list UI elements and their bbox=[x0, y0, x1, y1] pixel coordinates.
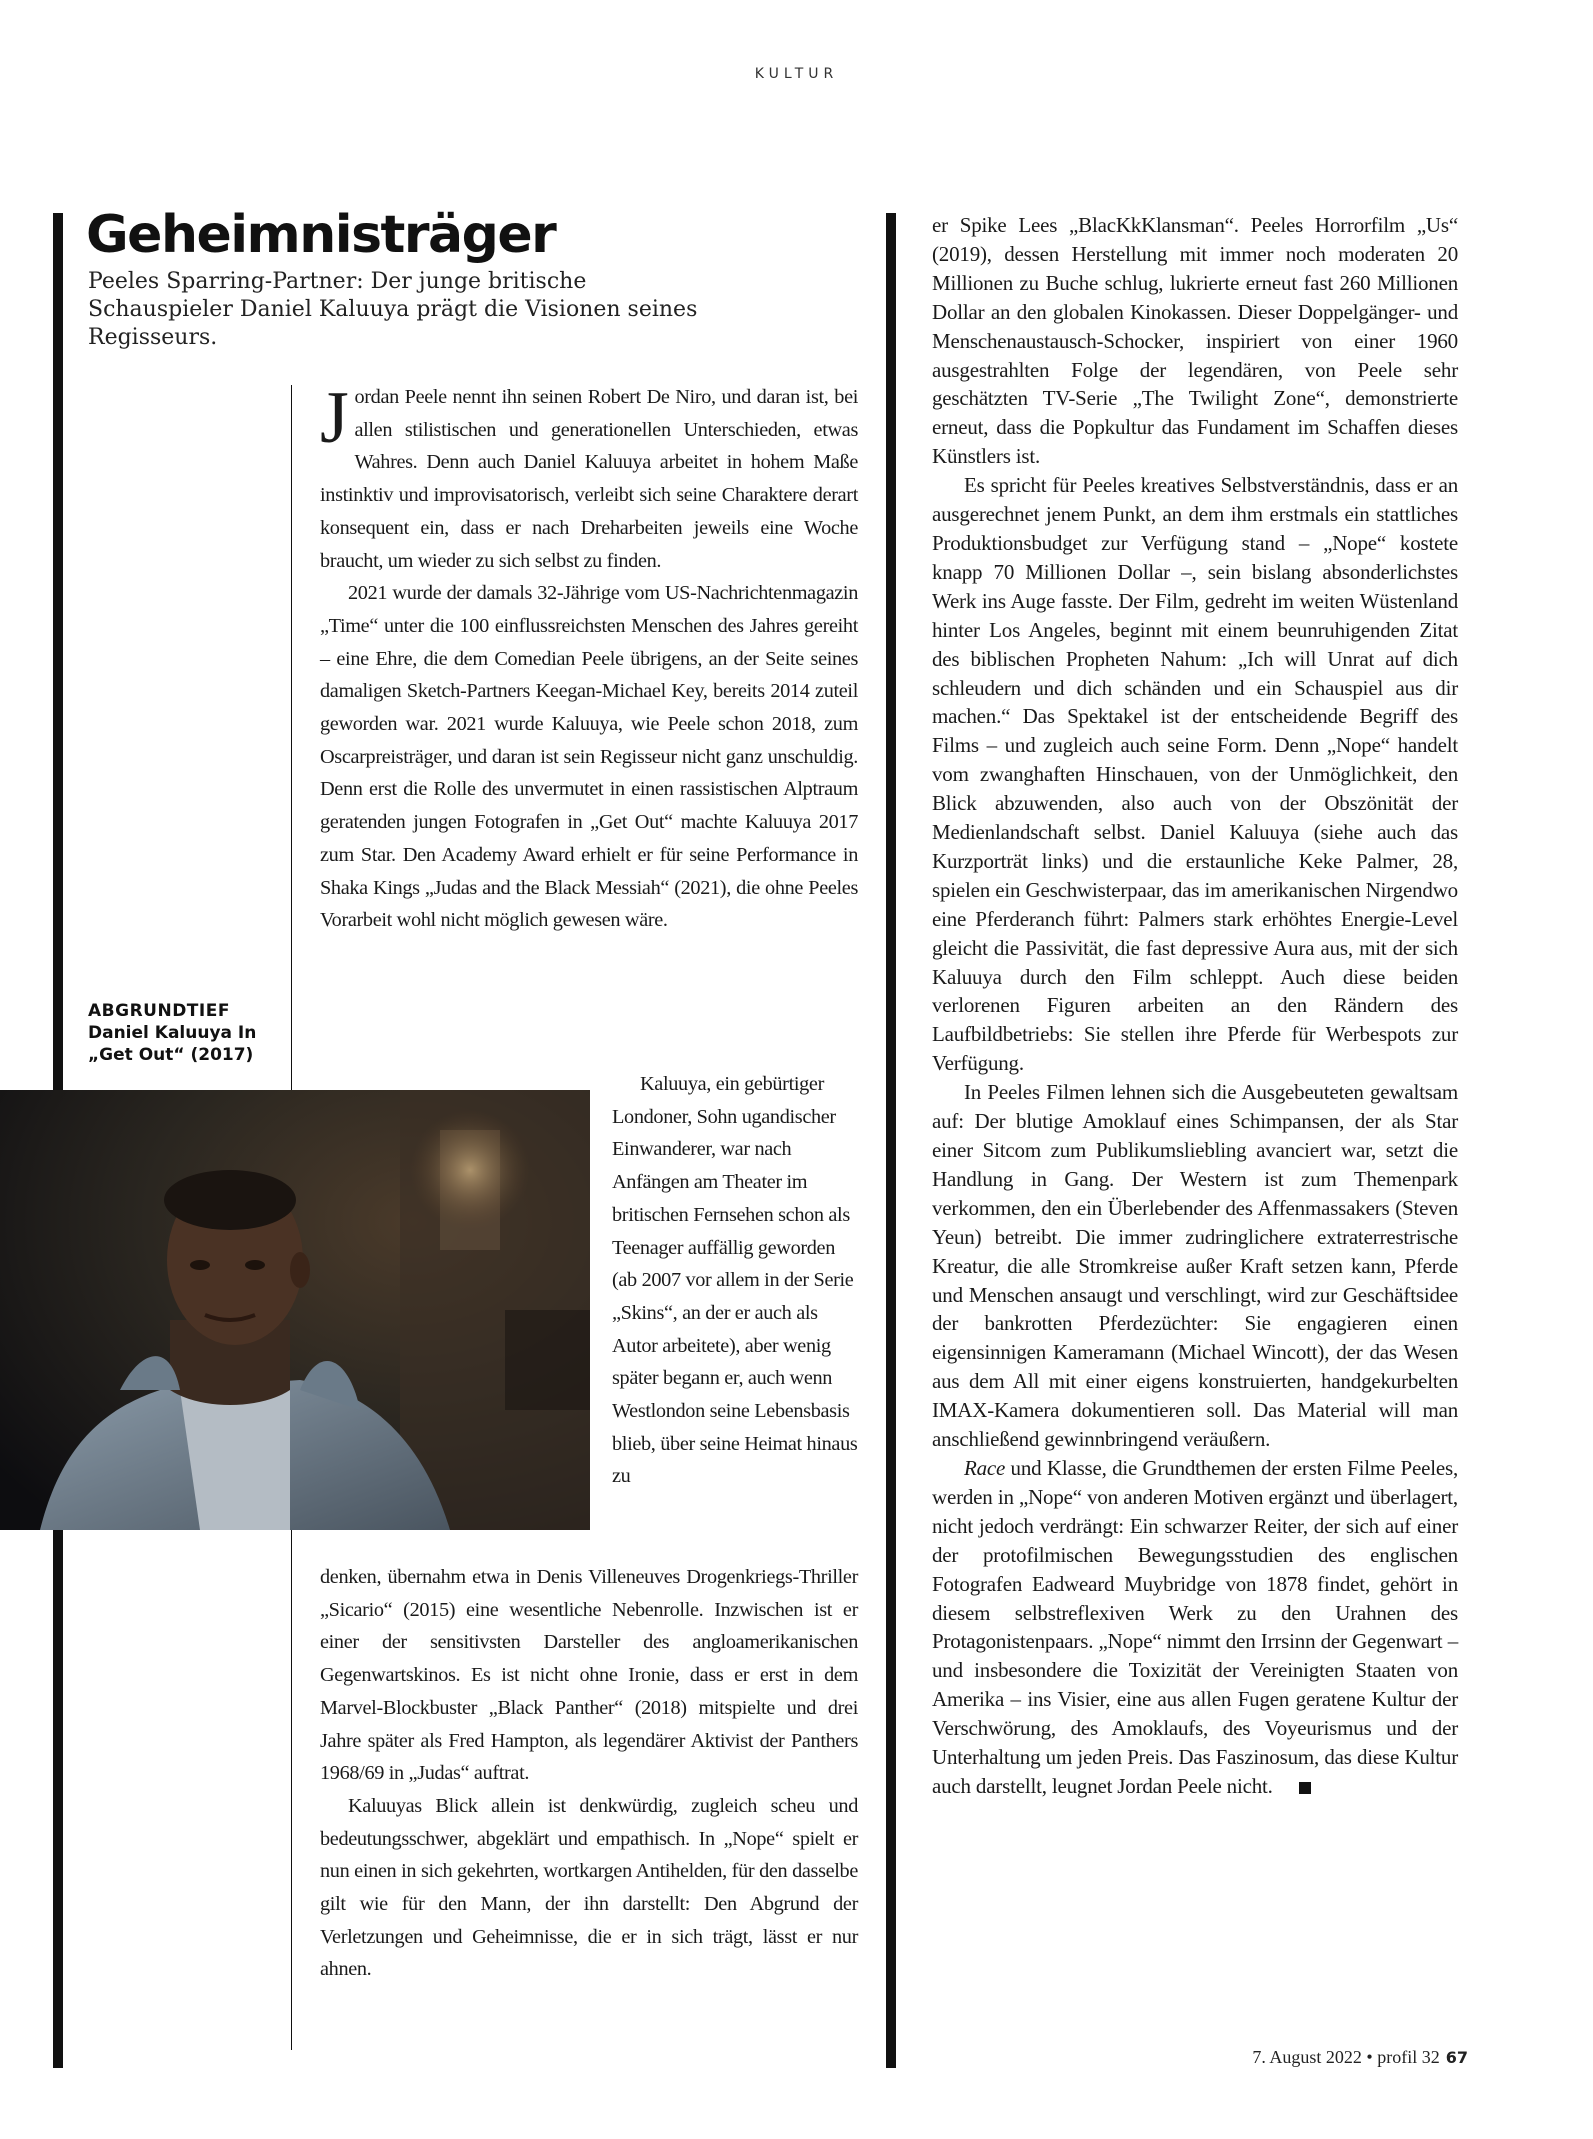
page-number: 67 bbox=[1445, 2048, 1468, 2067]
section-label: KULTUR bbox=[754, 66, 839, 82]
paragraph-2: 2021 wurde der damals 32-Jährige vom US-Nachrichtenmagazin „Time“ unter die 100 einflussreichsten Menschen des Jahres gereiht – eine Ehre, die dem Comedian Peele übrigens, an der Seite seines damaligen Sketch-Partners Keegan-Michael Key, bereits 2014 zuteil geworden war. 2021 wurde Kaluuya, wie Peele schon 2018, zum Oscarpreisträger, und daran ist sein Regisseur nicht ganz unschuldig. Denn erst die Rolle des unvermutet in einen rassistischen Alptraum geratenden jungen Fotografen in „Get Out“ machte Kaluuya 2017 zum Star. Den Academy Award erhielt er für seine Performance in Shaka Kings „Judas and the Black Messiah“ (2021), die ohne Peeles Vorarbeit wohl nicht möglich gewesen wäre. bbox=[320, 582, 858, 932]
paragraph-3-rest: denken, übernahm etwa in Denis Villeneuves Drogenkriegs-Thriller „Sicario“ (2015) eine wesentliche Nebenrolle. Inzwischen ist er einer der sensitivsten Darsteller des angloamerikanischen Gegenwartskinos. Es ist nicht ohne Ironie, dass er erst in dem Marvel-Blockbuster „Black Panther“ (2018) mitspielte und drei Jahre später als Fred Hampton, als legendärer Aktivist der Panthers 1968/69 in „Judas“ auftrat. bbox=[320, 1566, 858, 1785]
headline: Geheimnisträger bbox=[86, 205, 556, 265]
caption-text: Daniel Kaluuya In „Get Out“ (2017) bbox=[88, 1023, 257, 1065]
right-paragraph-2: Es spricht für Peeles kreatives Selbstverständnis, dass er an ausgerechnet jenem Punkt, an dem ihm erstmals ein stattliches Produktionsbudget zur Verfügung stand – „Nope“ kostete knapp 70 Millionen Dollar –, sein bislang absonderlichstes Werk ins Auge fasste. Der Film, gedreht im weiten Wüstenland hinter Los Angeles, beginnt mit einem beunruhigenden Zitat des biblischen Propheten Nahum: „Ich will Unrat auf dich schleudern und dich schänden und ein Schauspiel aus dir machen.“ Das Spektakel ist der entscheidende Begriff des Films – und zugleich auch seine Form. Denn „Nope“ handelt vom zwanghaften Hinschauen, von der Unmöglichkeit, den Blick abzuwenden, also auch von der Obszönität der Medienlandschaft selbst. Daniel Kaluuya (siehe auch das Kurzporträt links) und die erstaunliche Keke Palmer, 28, spielen ein Geschwisterpaar, das im amerikanischen Nirgendwo eine Pferderanch führt: Palmers stark erhöhtes Energie-Level gleicht die Passivität, die fast depressive Aura aus, mit der sich Kaluuya durch den Film schleppt. Auch diese beiden verlorenen Figuren arbeiten an den Rändern des Laufbildbetriebs: Sie stellen ihre Pferde für Werbespots zur Verfügung. bbox=[932, 473, 1458, 1076]
race-italic: Race bbox=[964, 1455, 1006, 1480]
drop-cap: J bbox=[320, 377, 349, 459]
article-body-right bbox=[932, 211, 1458, 1801]
right-paragraph-4 bbox=[932, 1454, 1458, 1801]
paragraph-3-wrap: Kaluuya, ein gebürtiger Londoner, Sohn ugandischer Einwanderer, war nach Anfängen am Theater im britischen Fernsehen schon als Teenager auffällig geworden (ab 2007 vor allem in der Serie „Skins“, an der er auch als Autor arbeitete), aber wenig später begann er, auch wenn Westlondon seine Lebensbasis blieb, über seine Heimat hinaus zu bbox=[612, 1073, 858, 1488]
paragraph-4: Kaluuyas Blick allein ist denkwürdig, zugleich scheu und bedeutungsschwer, abgeklärt und empathisch. In „Nope“ spielt er nun einen in sich gekehrten, wortkargen Antihelden, für den dasselbe gilt wie für den Mann, der ihn darstellt: Den Abgrund der Verletzungen und Geheimnisse, die er in sich trägt, lässt er nur ahnen. bbox=[320, 1794, 858, 1981]
paragraph-1: ordan Peele nennt ihn seinen Robert De Niro, und daran ist, bei allen stilistischen und generationellen Unterschieden, etwas Wahres. Denn auch Daniel Kaluuya arbeitet in hohem Maße instinktiv und improvisatorisch, verleibt sich seine Charaktere derart konsequent ein, dass er nach Dreharbeiten jeweils eine Woche braucht, um wieder zu sich selbst zu finden. bbox=[320, 386, 858, 572]
end-mark-icon bbox=[1299, 1782, 1311, 1794]
right-paragraph-1: er Spike Lees „BlacKkKlansman“. Peeles Horrorfilm „Us“ (2019), dessen Herstellung mit immer noch moderaten 20 Millionen zu Buche schlug, lukrierte erneut fast 260 Millionen Dollar an den globalen Kinokassen. Dieser Doppelgänger- und Menschenaustausch-Schocker, inspiriert von einer 1960 ausgestrahlten Folge der legendären, von Peele sehr geschätzten TV-Serie „The Twilight Zone“, demonstrierte erneut, dass die Popkultur das Fundament im Schaffen dieses Künstlers ist. bbox=[932, 213, 1458, 469]
right-paragraph-3: In Peeles Filmen lehnen sich die Ausgebeuteten gewaltsam auf: Der blutige Amoklauf eines Schimpansen, der als Star einer Sitcom zum Publikumsliebling avanciert war, setzt die Handlung in Gang. Der Western ist zum Themenpark verkommen, den ein Überlebender des Affenmassakers (Steven Yeun) betreibt. Die immer zudringlichere extraterrestrische Kreatur, die alle Stromkreise außer Kraft setzen kann, Pferde und Menschen ansaugt und verschlingt, wird zur Geschäftsidee der bankrotten Pferdezüchter: Sie engagieren einen eigensinnigen Kameramann (Michael Wincott), der das Wesen aus dem All mit einer eigens konstruierten, handgekurbelten IMAX-Kamera dokumentieren soll. Das Material will man anschließend gewinnbringend veräußern. bbox=[932, 1080, 1458, 1452]
deck-subtitle: Peeles Sparring-Partner: Der junge britische Schauspieler Daniel Kaluuya prägt die Visionen seines Regisseurs. bbox=[88, 269, 698, 350]
page-footer bbox=[1252, 2047, 1468, 2068]
photo-caption bbox=[88, 1000, 278, 1066]
middle-column-rule bbox=[886, 213, 896, 2068]
article-body-wrap bbox=[612, 1068, 862, 1493]
article-body-upper bbox=[320, 377, 858, 937]
photo-daniel-kaluuya bbox=[0, 1090, 590, 1530]
footer-date-issue: 7. August 2022 • profil 32 bbox=[1252, 2047, 1440, 2067]
caption-keyword: ABGRUNDTIEF bbox=[88, 1001, 230, 1021]
right-paragraph-4-text: und Klasse, die Grundthemen der ersten Filme Peeles, werden in „Nope“ von anderen Motiven ergänzt und überlagert, nicht jedoch verdrängt: Ein schwarzer Reiter, der sich auf einer der protofilmischen Bewegungsstudien des englischen Fotografen Eadweard Muybridge von 1878 findet, gehört in diesem selbstreflexiven Werk zu den Urahnen des Protagonistenpaars. „Nope“ nimmt den Irrsinn der Gegenwart – und insbesondere die Toxizität der Vereinigten Staaten von Amerika – ins Visier, eine aus allen Fugen geratene Kultur der Verschwörung, des Amoklaufs, des Voyeurismus und der Unterhaltung um jeden Preis. Das Faszinosum, das diese Kultur auch darstellt, leugnet Jordan Peele nicht. bbox=[932, 1455, 1458, 1798]
article-body-lower bbox=[320, 1561, 858, 1986]
